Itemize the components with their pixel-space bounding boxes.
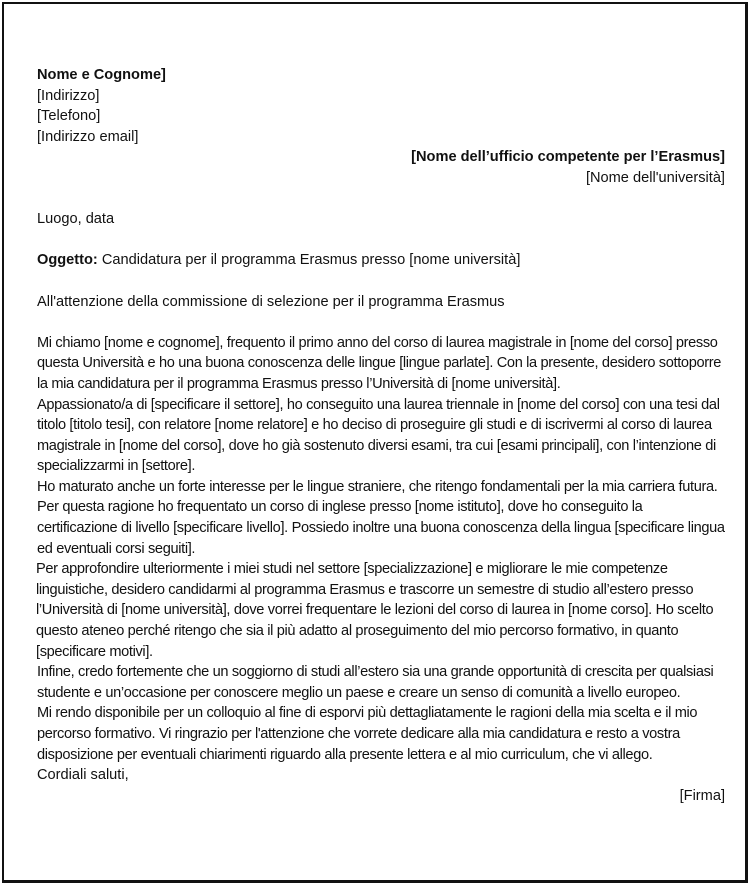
letter-content xyxy=(37,65,725,806)
recipient-university: [Nome dell'università] xyxy=(585,169,725,186)
sender-address: [Indirizzo] xyxy=(37,87,100,104)
subject-label: Oggetto: xyxy=(37,252,98,269)
recipient-office: [Nome dell’ufficio competente per l’Erasmus] xyxy=(411,149,725,166)
subject-text: Candidatura per il programma Erasmus presso [nome università] xyxy=(97,252,521,269)
body-paragraph-2: Appassionato/a di [specificare il settore], ho conseguito una laurea triennale in [nome del corso] con una tesi dal titolo [titolo tesi], con relatore [nome relatore] e ho deciso di proseguire gli studi e di iscrivermi al corso di laurea magistrale in [nome del corso], dove ho già sostenuto diversi esami, tra cui [esami principali], con l’intenzione di specializzarmi in [settore]. xyxy=(37,396,720,475)
body-paragraph-1: Mi chiamo [nome e cognome], frequento il primo anno del corso di laurea magistrale in [nome del corso] presso questa Università e ho una buona conoscenza delle lingue [lingue parlate]. Con la presente, desidero sottoporre la mia candidatura per il programma Erasmus presso l’Università di [nome università]. xyxy=(37,334,722,392)
closing: Cordiali saluti, xyxy=(37,767,129,784)
sender-name: Nome e Cognome] xyxy=(37,67,166,83)
letter-page xyxy=(2,2,748,883)
sender-email: [Indirizzo email] xyxy=(37,128,139,145)
signature: [Firma] xyxy=(679,787,725,804)
salutation: All'attenzione della commissione di selezione per il programma Erasmus xyxy=(37,293,505,310)
spacer xyxy=(37,189,725,210)
body-paragraph-3: Ho maturato anche un forte interesse per le lingue straniere, che ritengo fondamentali per la mia carriera futura. Per questa ragione ho frequentato un corso di inglese presso [nome istituto], dove ho conseguito la certificazione di livello [specificare livello]. Possiedo inoltre una buona conoscenza della lingua [specificare lingua ed eventuali corsi seguiti]. xyxy=(37,478,725,557)
spacer xyxy=(37,230,725,251)
place-date: Luogo, data xyxy=(37,211,115,228)
body-paragraph-4: Per approfondire ulteriormente i miei studi nel settore [specializzazione] e migliorare le mie competenze linguistiche, desidero candidarmi al programma Erasmus e trascorre un semestre di studio all’estero presso l’Università di [nome università], dove vorrei frequentare le lezioni del corso di laurea in [nome corso]. Ho scelto questo ateneo perché ritengo che sia il più adatto al proseguimento del mio percorso formativo, in quanto [specificare motivi]. xyxy=(36,561,714,660)
spacer xyxy=(37,271,725,292)
spacer xyxy=(37,312,725,333)
subject-line xyxy=(37,250,725,271)
sender-phone: [Telefono] xyxy=(37,108,101,125)
body-paragraph-6: Mi rendo disponibile per un colloquio al fine di esporvi più dettagliatamente le ragioni della mia scelta e il mio percorso formativo. Vi ringrazio per l'attenzione che vorrete dedicare alla mia candidatura e resto a vostra disposizione per eventuali chiarimenti riguardo alla presente lettera e al mio curriculum, che vi allego. xyxy=(37,705,698,763)
body-paragraph-5: Infine, credo fortemente che un soggiorno di studi all’estero sia una grande opportunità di crescita per qualsiasi studente e un’occasione per conoscere meglio un paese e creare un senso di comunità a livello europeo. xyxy=(37,664,714,701)
